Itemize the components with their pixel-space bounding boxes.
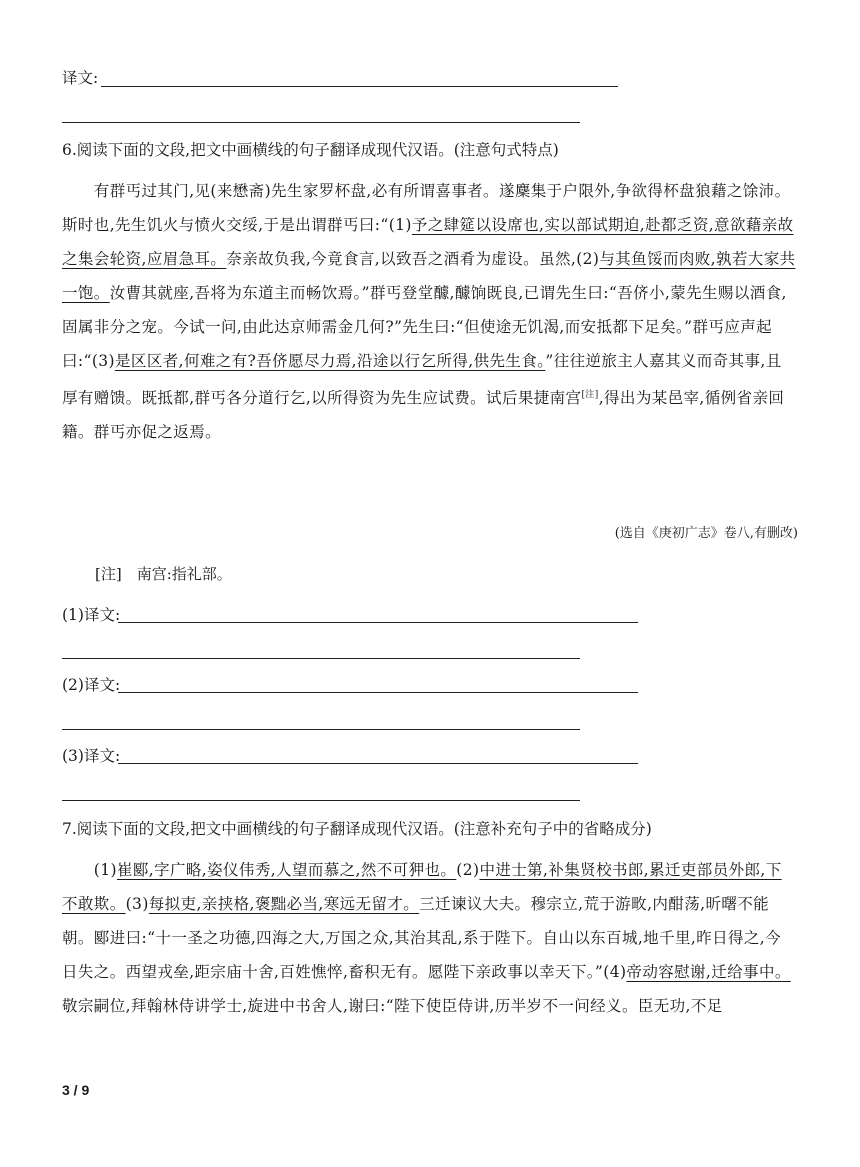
passage-text: 奈亲故负我,今竟食言,以致吾之酒肴为虚设。虽然,(2) <box>226 250 600 268</box>
answer-line <box>62 658 580 659</box>
question-6-passage <box>62 174 796 449</box>
underlined-sentence: 中进士第,补集贤校书郎,累迁吏部员外郎,下不敢欺。 <box>62 861 782 913</box>
footnote-marker: [注] <box>581 390 599 400</box>
passage-text: ”往往逆旅主人嘉其义而奇其事,且厚有赠馈。既抵都,群丐各分道行乞,以所得资为先生应试费。试后果捷南宫 <box>62 352 782 408</box>
answer-line <box>101 86 618 87</box>
passage-text: 有群丐过其门,见(来懋斋)先生家罗杯盘,必有所谓喜事者。遂麇集于户限外,争欲得杯盘狼藉之馀沛。斯时也,先生饥火与愤火交绥,于是出谓群丐曰:“(1) <box>62 182 791 234</box>
passage-text: (3) <box>125 895 149 913</box>
question-7-passage <box>62 853 796 1023</box>
passage-text: 汝曹其就座,吾将为东道主而畅饮焉。”群丐登堂醵,醵饷既良,已谓先生曰:“吾侪小,蒙先生赐以酒食,固属非分之宠。今试一问,由此达京师需金几何?”先生曰:“但使途无饥渴,而安抵都下足矣。”群丐应声起曰:“(3) <box>62 284 787 370</box>
page-number: 3 / 9 <box>62 1082 90 1098</box>
annotation-note: [注] 南宫:指礼部。 <box>95 565 232 583</box>
answer-label-1: (1)译文: <box>62 606 121 624</box>
answer-line <box>62 800 580 801</box>
answer-line <box>118 622 638 623</box>
answer-line <box>118 763 638 764</box>
source-citation: (选自《庚初广志》卷八,有删改) <box>614 526 798 541</box>
underlined-sentence: 与其鱼馁而肉败,孰若大家共一饱。 <box>62 250 796 302</box>
answer-line <box>118 692 638 693</box>
passage-text: 敬宗嗣位,拜翰林侍讲学士,旋进中书舍人,谢曰:“陛下使臣侍讲,历半岁不一问经义。臣无功,不足 <box>62 997 723 1015</box>
underlined-sentence: 帝动容慰谢,迁给事中。 <box>626 963 791 981</box>
question-7-prompt: 7.阅读下面的文段,把文中画横线的句子翻译成现代汉语。(注意补充句子中的省略成分) <box>62 820 652 838</box>
passage-text: (2) <box>456 861 480 879</box>
answer-label: 译文: <box>62 69 99 87</box>
passage-text: ,得出为某邑宰,循例省亲回籍。群丐亦促之返焉。 <box>62 389 785 442</box>
answer-label-3: (3)译文: <box>62 747 121 765</box>
passage-text: (1) <box>62 861 117 879</box>
passage-text: 三迁谏议大夫。穆宗立,荒于游畋,内酣荡,昕曙不能朝。郾进曰:“十一圣之功德,四海之大,万国之众,其治其乱,系于陛下。自山以东百城,地千里,昨日得之,今日失之。西望戎垒,距宗庙十舍,百姓憔悴,畜积无有。愿陛下亲政事以幸天下。”(4) <box>62 895 782 981</box>
question-6-prompt: 6.阅读下面的文段,把文中画横线的句子翻译成现代汉语。(注意句式特点) <box>62 141 559 159</box>
answer-label-2: (2)译文: <box>62 676 121 694</box>
answer-line <box>62 729 580 730</box>
underlined-sentence: 予之肆筵以设席也,实以部试期迫,赴都乏资,意欲藉亲故之集会轮资,应眉急耳。 <box>62 216 794 268</box>
underlined-sentence: 每拟吏,亲挟格,褒黜必当,寒远无留才。 <box>148 895 420 913</box>
answer-line <box>62 122 580 123</box>
underlined-sentence: 崔郾,字广略,姿仪伟秀,人望而慕之,然不可狎也。 <box>116 861 457 879</box>
underlined-sentence: 是区区者,何难之有?吾侪愿尽力焉,沿途以行乞所得,供先生食。 <box>115 352 546 370</box>
